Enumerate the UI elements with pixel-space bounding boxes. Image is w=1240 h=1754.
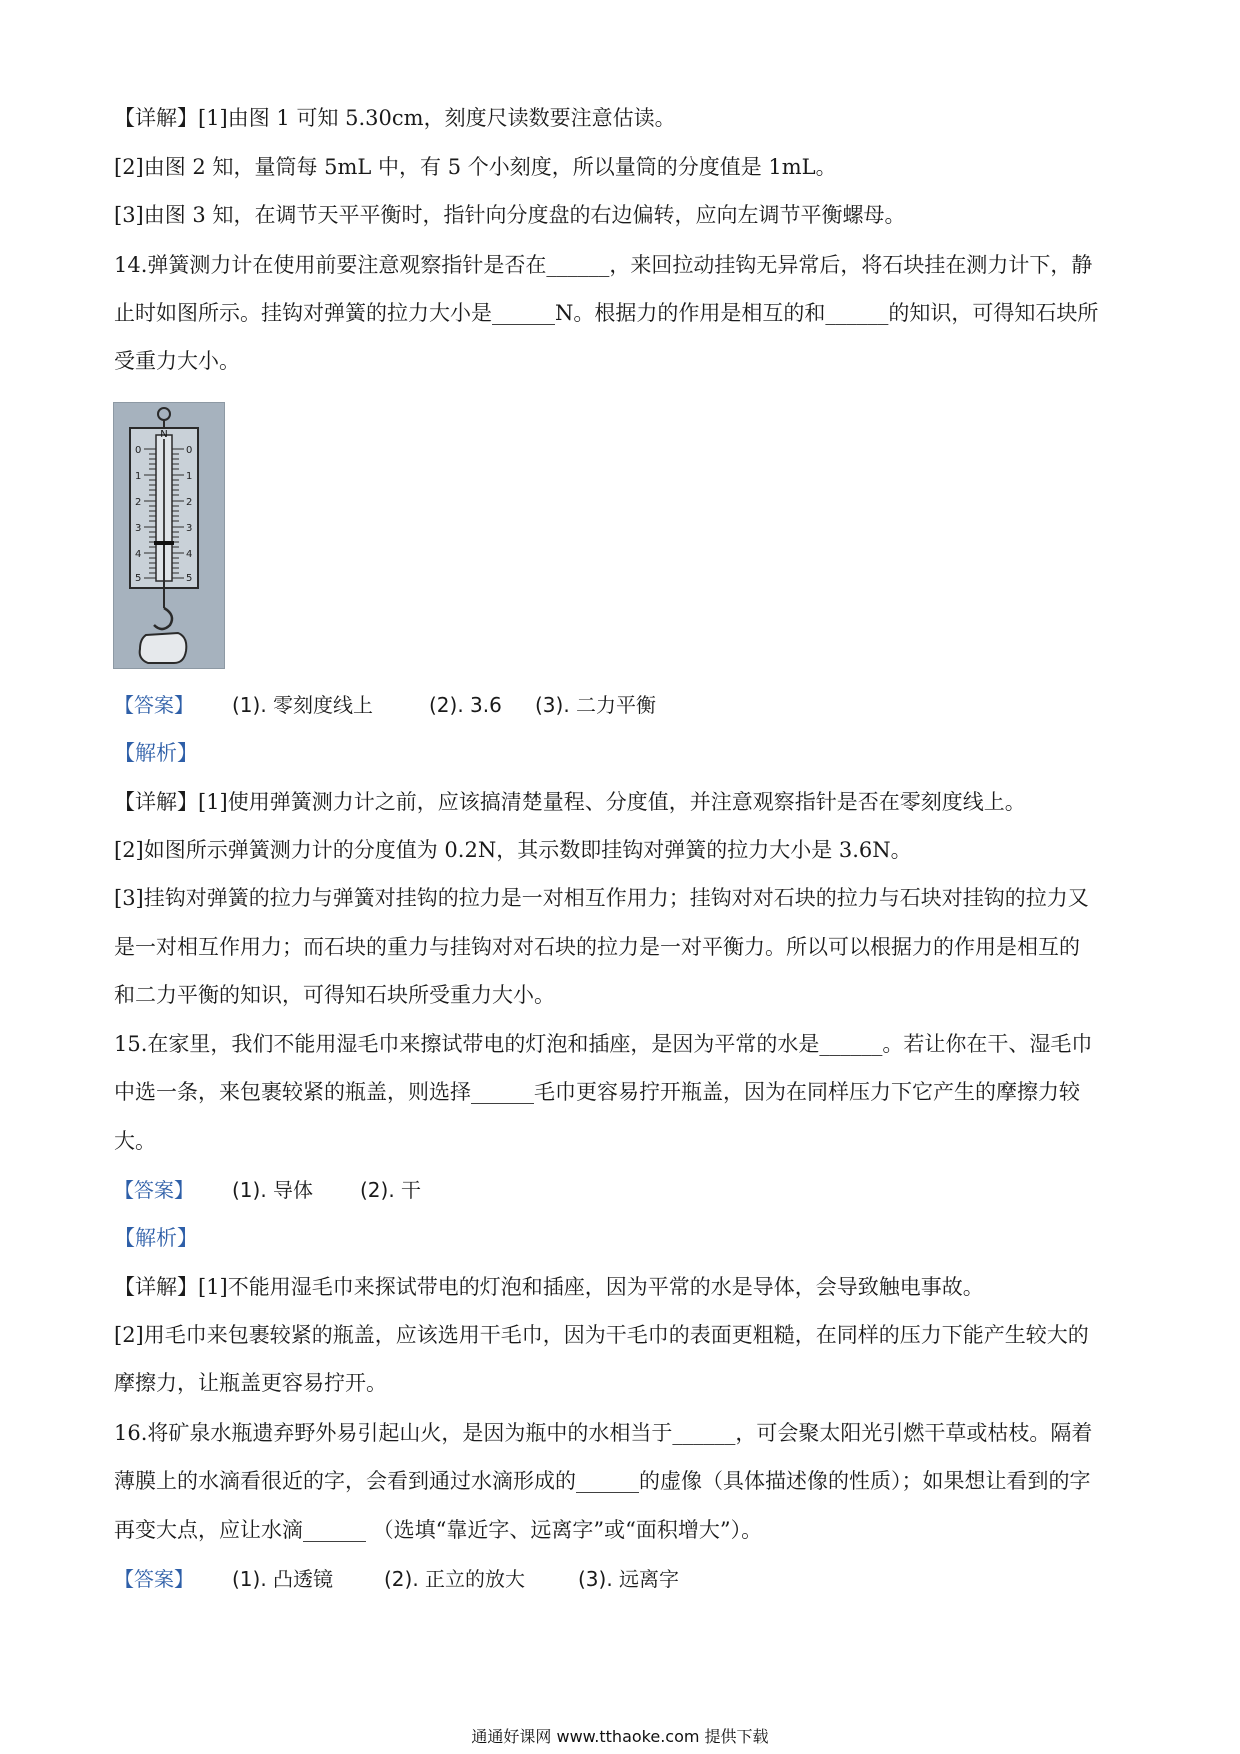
question-15-answer — [114, 1175, 1134, 1205]
answer-item: (3). 二力平衡 — [535, 693, 657, 717]
detail-line: 和二力平衡的知识，可得知石块所受重力大小。 — [114, 983, 555, 1007]
question-16-line-3: 再变大点，应让水滴______ （选填“靠近字、远离字”或“面积增大”）。 — [114, 1518, 763, 1542]
answer-item: (2). 3.6 — [429, 693, 502, 717]
detail-text: [1]使用弹簧测力计之前，应该搞清楚量程、分度值，并注意观察指针是否在零刻度线上。 — [198, 790, 1026, 814]
scale-tick-label: 0 — [186, 445, 193, 456]
scale-pointer — [154, 541, 174, 545]
answer-item: (1). 零刻度线上 — [232, 693, 374, 717]
scale-unit-letter: N — [160, 429, 168, 440]
scale-tick-label: 3 — [186, 523, 193, 534]
answer-label: 【答案】 — [114, 693, 194, 717]
scale-tick-label: 1 — [186, 471, 193, 482]
detail-label: 【详解】 — [114, 790, 198, 814]
detail-text: [1]不能用湿毛巾来探试带电的灯泡和插座，因为平常的水是导体，会导致触电事故。 — [198, 1275, 984, 1299]
detail-line: [3]由图 3 知，在调节天平平衡时，指针向分度盘的右边偏转，应向左调节平衡螺母。 — [114, 203, 906, 227]
question-16-answer — [114, 1564, 1134, 1594]
scale-tick-label: 1 — [135, 471, 142, 482]
spring-scale-drawing — [114, 403, 224, 668]
answer-item: (3). 远离字 — [578, 1567, 680, 1591]
answer-label: 【答案】 — [114, 1178, 194, 1202]
detail-line — [114, 787, 1134, 817]
scale-tick-label: 5 — [135, 573, 142, 584]
answer-label: 【答案】 — [114, 1567, 194, 1591]
question-14-line-3: 受重力大小。 — [114, 349, 240, 373]
question-14-answer — [114, 690, 1134, 720]
question-16-line-2: 薄膜上的水滴看很近的字，会看到通过水滴形成的______的虚像（具体描述像的性质）；如果想让看到的字 — [114, 1469, 1091, 1493]
scale-tick-label: 3 — [135, 523, 142, 534]
detail-line: [2]如图所示弹簧测力计的分度值为 0.2N，其示数即挂钩对弹簧的拉力大小是 3.6N。 — [114, 838, 912, 862]
scale-tick-label: 4 — [186, 549, 193, 560]
detail-label: 【详解】 — [114, 106, 198, 130]
answer-item: (2). 正立的放大 — [384, 1567, 526, 1591]
analysis-label: 【解析】 — [114, 1226, 198, 1250]
detail-label: 【详解】 — [114, 1275, 198, 1299]
spring-scale-figure — [113, 402, 225, 669]
scale-tick-label: 2 — [135, 497, 142, 508]
answer-item: (1). 导体 — [232, 1178, 314, 1202]
question-14-line-1: 14.弹簧测力计在使用前要注意观察指针是否在______，来回拉动挂钩无异常后，将石块挂在测力计下，静 — [114, 253, 1093, 277]
question-15-line-2: 中选一条，来包裹较紧的瓶盖，则选择______毛巾更容易拧开瓶盖，因为在同样压力下它产生的摩擦力较 — [114, 1080, 1080, 1104]
detail-line: [3]挂钩对弹簧的拉力与弹簧对挂钩的拉力是一对相互作用力；挂钩对对石块的拉力与石块对挂钩的拉力又 — [114, 886, 1089, 910]
detail-line: 是一对相互作用力；而石块的重力与挂钩对对石块的拉力是一对平衡力。所以可以根据力的作用是相互的 — [114, 935, 1080, 959]
question-15-line-1: 15.在家里，我们不能用湿毛巾来擦试带电的灯泡和插座，是因为平常的水是______。若让你在干、湿毛巾 — [114, 1032, 1093, 1056]
detail-text: [1]由图 1 可知 5.30cm，刻度尺读数要注意估读。 — [198, 106, 676, 130]
stone-block — [140, 633, 187, 663]
scale-tick-label: 2 — [186, 497, 193, 508]
detail-line — [114, 103, 1134, 133]
detail-line: [2]用毛巾来包裹较紧的瓶盖，应该选用干毛巾，因为干毛巾的表面更粗糙，在同样的压力下能产生较大的 — [114, 1323, 1089, 1347]
question-16-line-1: 16.将矿泉水瓶遗弃野外易引起山火，是因为瓶中的水相当于______，可会聚太阳光引燃干草或枯枝。隔着 — [114, 1421, 1093, 1445]
question-15-line-3: 大。 — [114, 1129, 156, 1153]
detail-line — [114, 1272, 1134, 1302]
question-14-line-2: 止时如图所示。挂钩对弹簧的拉力大小是______N。根据力的作用是相互的和______的知识，可得知石块所 — [114, 301, 1099, 325]
scale-tick-label: 4 — [135, 549, 142, 560]
scale-tick-label: 0 — [135, 445, 142, 456]
answer-item: (1). 凸透镜 — [232, 1567, 334, 1591]
answer-item: (2). 干 — [360, 1178, 422, 1202]
analysis-label: 【解析】 — [114, 741, 198, 765]
detail-line: 摩擦力，让瓶盖更容易拧开。 — [114, 1371, 387, 1395]
page-footer: 通通好课网 www.tthaoke.com 提供下载 — [471, 1727, 769, 1746]
scale-tick-label: 5 — [186, 573, 193, 584]
detail-line: [2]由图 2 知，量筒每 5mL 中，有 5 个小刻度，所以量筒的分度值是 1mL。 — [114, 155, 837, 179]
